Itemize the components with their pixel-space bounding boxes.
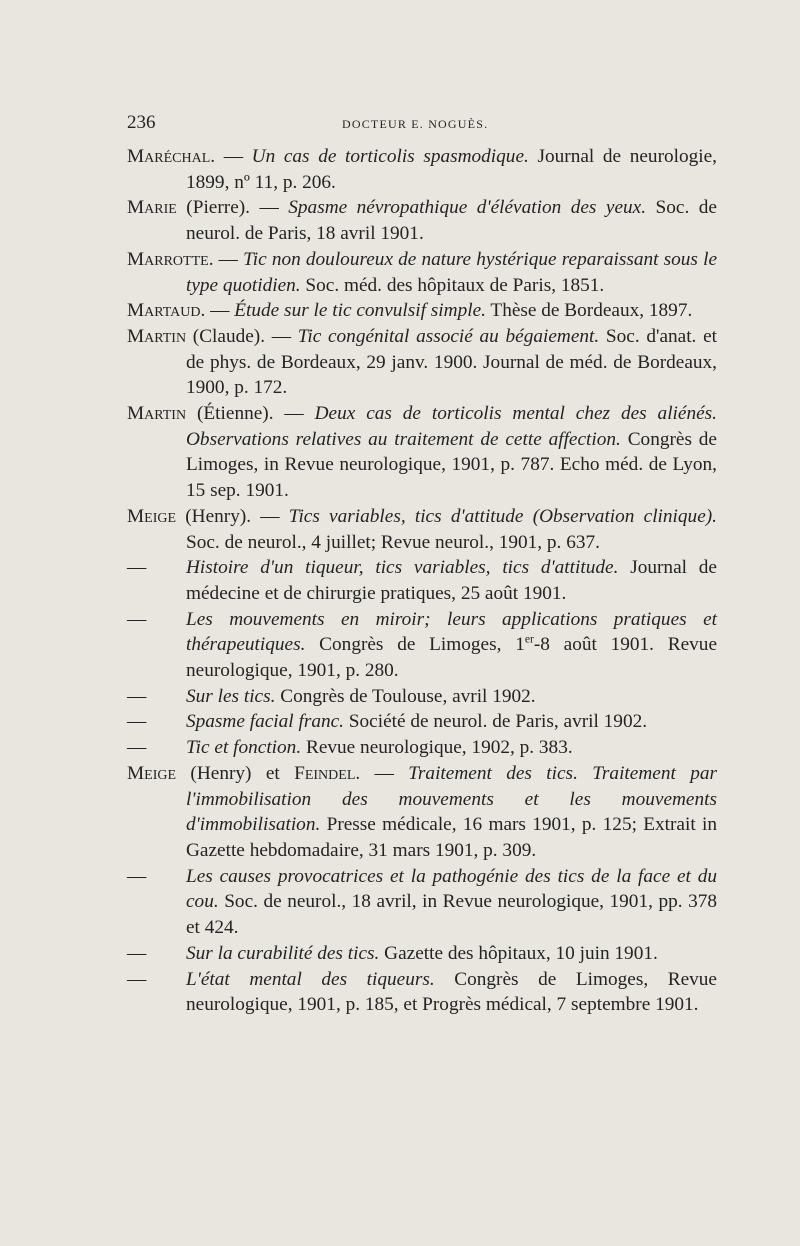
entry-title: Tic et fonction. (186, 737, 302, 759)
bibliography-entry: Marie (Pierre). — Spasme névropathique d'élévation des yeux. Soc. de neurol. de Paris, 18 avril 1901. (127, 197, 717, 245)
entry-title: Sur les tics. (186, 685, 276, 707)
entry-author: Martin (127, 325, 187, 347)
entry-source: Congrès de Toulouse, avril 1902. (275, 685, 536, 707)
bibliography-entry: Marrotte. — Tic non douloureux de nature hystérique reparaissant sous le type quotidien. Soc. méd. des hôpitaux de Paris, 1851. (127, 248, 718, 296)
entry-source: Soc. de neurol., 4 juillet; Revue neurol., 1901, p. 637. (186, 531, 600, 553)
entry-source: Thèse de Bordeaux, 1897. (485, 300, 693, 322)
entry-source: Congrès de Limoges, 1 (305, 634, 525, 656)
entry-author: Maréchal (127, 146, 211, 167)
ditto-dash: — (127, 737, 147, 759)
entry-title: Étude sur le tic convulsif simple. (234, 300, 486, 322)
entry-source: Soc. de neurol. de Paris, 18 avril 1901. (186, 197, 717, 245)
entry-author: Martaud (127, 300, 201, 322)
entry-title: Les causes provocatrices et la pathogénie des tics de la face et du cou. (186, 865, 717, 913)
entry-author: Meige (127, 505, 177, 527)
bibliography-entry: Martaud. — Étude sur le tic convulsif simple. Thèse de Bordeaux, 1897. (127, 300, 693, 322)
ditto-dash: — (127, 685, 147, 707)
entry-source: Congrès de Limoges, Revue neurologique, 1901, p. 185, et Progrès médical, 7 septembre 1901. (186, 968, 717, 1016)
entry-title: Tic congénital associé au bégaiement. (297, 325, 600, 347)
entry-title: Un cas de torticolis spasmodique. (251, 146, 529, 167)
ditto-dash: — (127, 608, 147, 630)
entry-source: Congrès de Limoges, in Revue neurologique, 1901, p. 787. Echo méd. de Lyon, 15 sep. 1901. (186, 428, 717, 502)
entry-title: Sur la curabilité des tics. (186, 942, 380, 964)
superscript: er (524, 632, 534, 646)
bibliography-entry: Martin (Étienne). — Deux cas de torticolis mental chez des aliénés. Observations relatives au traitement de cette affection. Congrès de Limoges, in Revue neurologique, 1901, p. 787. Echo méd. de Lyon, 15 sep. 1901. (127, 403, 717, 502)
entry-author: Martin (127, 403, 187, 425)
entry-author: Meige (127, 762, 177, 784)
ditto-dash: — (127, 557, 147, 579)
entry-source-cont: -8 août 1901. Revue neurologique, 1901, p. 280. (186, 634, 718, 682)
entry-title: Histoire d'un tiqueur, tics variables, tics d'attitude. (186, 557, 619, 579)
bibliography-entry (127, 967, 717, 1018)
bibliography-entry (127, 684, 717, 710)
bibliography-entry (127, 555, 717, 606)
bibliography-list (127, 144, 717, 1018)
entry-source: Soc. d'anat. et de phys. de Bordeaux, 29 janv. 1900. Journal de méd. de Bordeaux, 1900, p. 172. (186, 325, 717, 399)
entry-title: Les mouvements en miroir; leurs applications pratiques et thérapeutiques. (186, 608, 717, 656)
bibliography-entry (127, 709, 717, 735)
bibliography-entry (127, 735, 717, 761)
entry-source: Revue neurologique, 1902, p. 383. (301, 737, 573, 759)
entry-source: Soc. méd. des hôpitaux de Paris, 1851. (300, 274, 605, 296)
entry-source: Gazette des hôpitaux, 10 juin 1901. (379, 942, 658, 964)
entry-author: Marrotte (127, 248, 209, 270)
entry-title: Deux cas de torticolis mental chez des aliénés. Observations relatives au traitement de cette affection. (186, 403, 717, 450)
bibliography-entry (127, 941, 717, 967)
ditto-dash: — (127, 942, 147, 964)
entry-source: Presse médicale, 16 mars 1901, p. 125; Extrait in Gazette hebdomadaire, 31 mars 1901, p. 309. (186, 814, 717, 861)
entry-title: Traitement des tics. Traitement par l'immobilisation des mouvements et les mouvements d'immobilisation. (186, 762, 717, 836)
page-number: 236 (127, 112, 156, 133)
ditto-dash: — (127, 865, 147, 887)
bibliography-entry (127, 607, 717, 684)
entry-source: Soc. de neurol., 18 avril, in Revue neurologique, 1901, pp. 378 et 424. (186, 891, 717, 939)
entry-author: Marie (127, 197, 177, 219)
bibliography-entry: Meige (Henry). — Tics variables, tics d'attitude (Observation clinique). Soc. de neurol., 4 juillet; Revue neurol., 1901, p. 637. (127, 505, 717, 553)
bibliography-entry (127, 864, 717, 941)
entry-title: L'état mental des tiqueurs. (186, 968, 435, 990)
entry-coauthor: Feindel (294, 762, 356, 784)
entry-title: Tic non douloureux de nature hystérique reparaissant sous le type quotidien. (186, 248, 718, 296)
entry-source: Journal de médecine et de chirurgie pratiques, 25 août 1901. (186, 557, 717, 604)
entry-title: Spasme névropathique d'élévation des yeux. (288, 197, 647, 219)
entry-source: Journal de neurologie, 1899, nº 11, p. 206. (186, 146, 718, 193)
entry-source: Société de neurol. de Paris, avril 1902. (343, 711, 648, 733)
ditto-dash: — (127, 711, 147, 733)
bibliography-entry: Meige (Henry) et Feindel. — Traitement des tics. Traitement par l'immobilisation des mouvements et les mouvements d'immobilisation. Presse médicale, 16 mars 1901, p. 125; Extrait in Gazette hebdomadaire, 31 mars 1901, p. 309. (127, 762, 717, 861)
running-title: DOCTEUR E. NOGUÈS. (342, 117, 489, 131)
entry-title: Tics variables, tics d'attitude (Observation clinique). (288, 505, 717, 527)
entry-title: Spasme facial franc. (186, 711, 344, 733)
bibliography-entry: Maréchal. — Un cas de torticolis spasmodique. Journal de neurologie, 1899, nº 11, p. 206. (127, 146, 718, 193)
page-header (127, 112, 717, 138)
bibliography-entry: Martin (Claude). — Tic congénital associé au bégaiement. Soc. d'anat. et de phys. de Bordeaux, 29 janv. 1900. Journal de méd. de Bordeaux, 1900, p. 172. (127, 325, 717, 399)
ditto-dash: — (127, 968, 147, 990)
